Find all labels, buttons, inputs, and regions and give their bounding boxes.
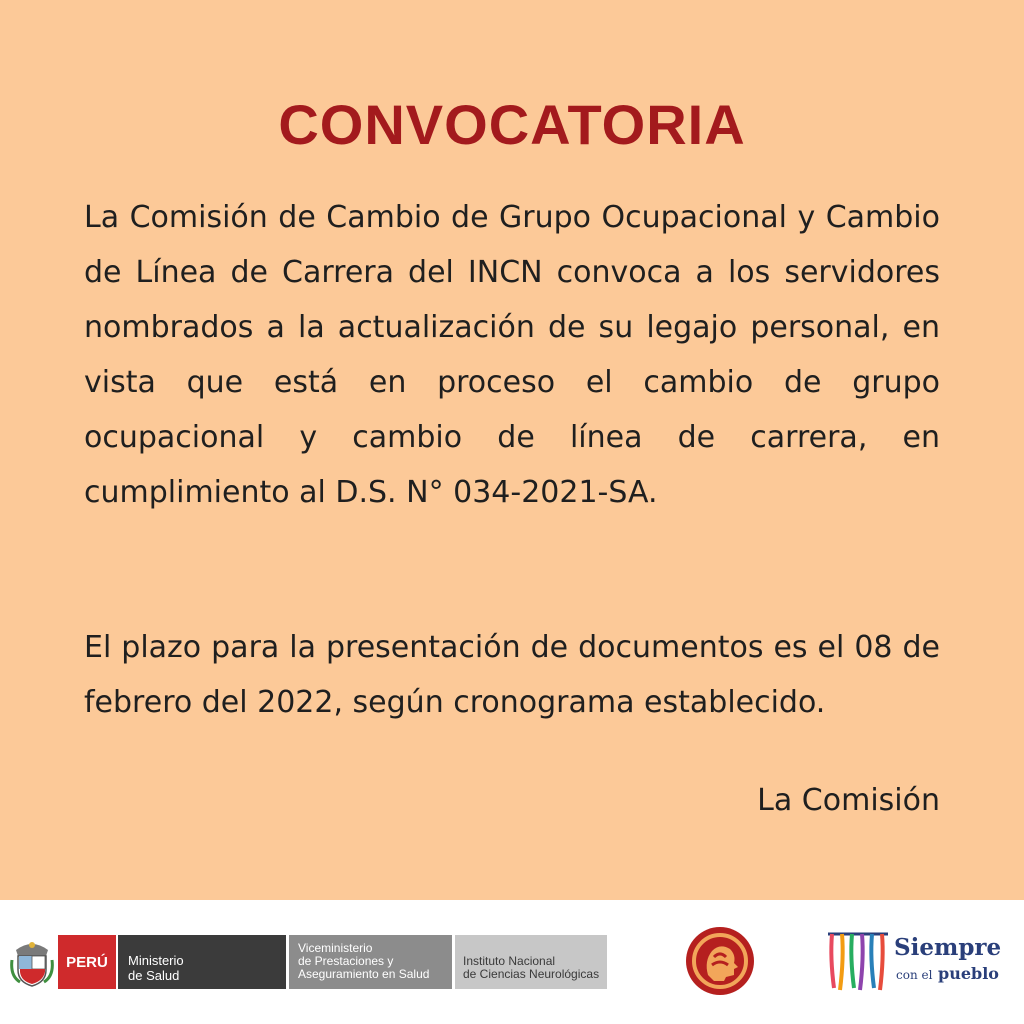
slogan-word: pueblo <box>938 964 999 983</box>
peru-badge: PERÚ <box>58 935 116 989</box>
slogan-line-2 <box>896 964 999 983</box>
slogan-small-text: con el <box>896 968 933 982</box>
institute-line-1: Instituto Nacional <box>463 954 556 968</box>
siempre-con-el-pueblo-logo-icon <box>826 928 890 994</box>
ministry-line-2: de Salud <box>128 968 180 983</box>
siempre-logo <box>826 928 1016 998</box>
notice-signature: La Comisión <box>757 783 940 818</box>
vice-line-3: Aseguramiento en Salud <box>298 967 430 981</box>
vice-line-1: Viceministerio <box>298 941 373 955</box>
notice-title: CONVOCATORIA <box>278 93 746 156</box>
ministry-line-1: Ministerio <box>128 953 184 968</box>
slogan-line-1: Siempre <box>894 934 1002 961</box>
institute-line-2: de Ciencias Neurológicas <box>463 967 600 981</box>
institute-badge <box>455 935 607 989</box>
ministry-badge <box>118 935 286 989</box>
peru-coat-of-arms-icon <box>10 936 54 988</box>
viceministry-badge <box>289 935 452 989</box>
vice-line-2: de Prestaciones y <box>298 954 394 968</box>
incn-head-logo-icon <box>684 925 756 997</box>
notice-paragraph-1: La Comisión de Cambio de Grupo Ocupacional y Cambio de Línea de Carrera del INCN convoca a los servidores nombrados a la actualización de su legajo personal, en vista que está en proceso el cambio de grupo ocupacional y cambio de línea de carrera, en cumplimiento al D.S. N° 034-2021-SA. <box>84 200 940 510</box>
notice-paragraph-2: El plazo para la presentación de documentos es el 08 de febrero del 2022, según cronograma establecido. <box>84 630 940 720</box>
